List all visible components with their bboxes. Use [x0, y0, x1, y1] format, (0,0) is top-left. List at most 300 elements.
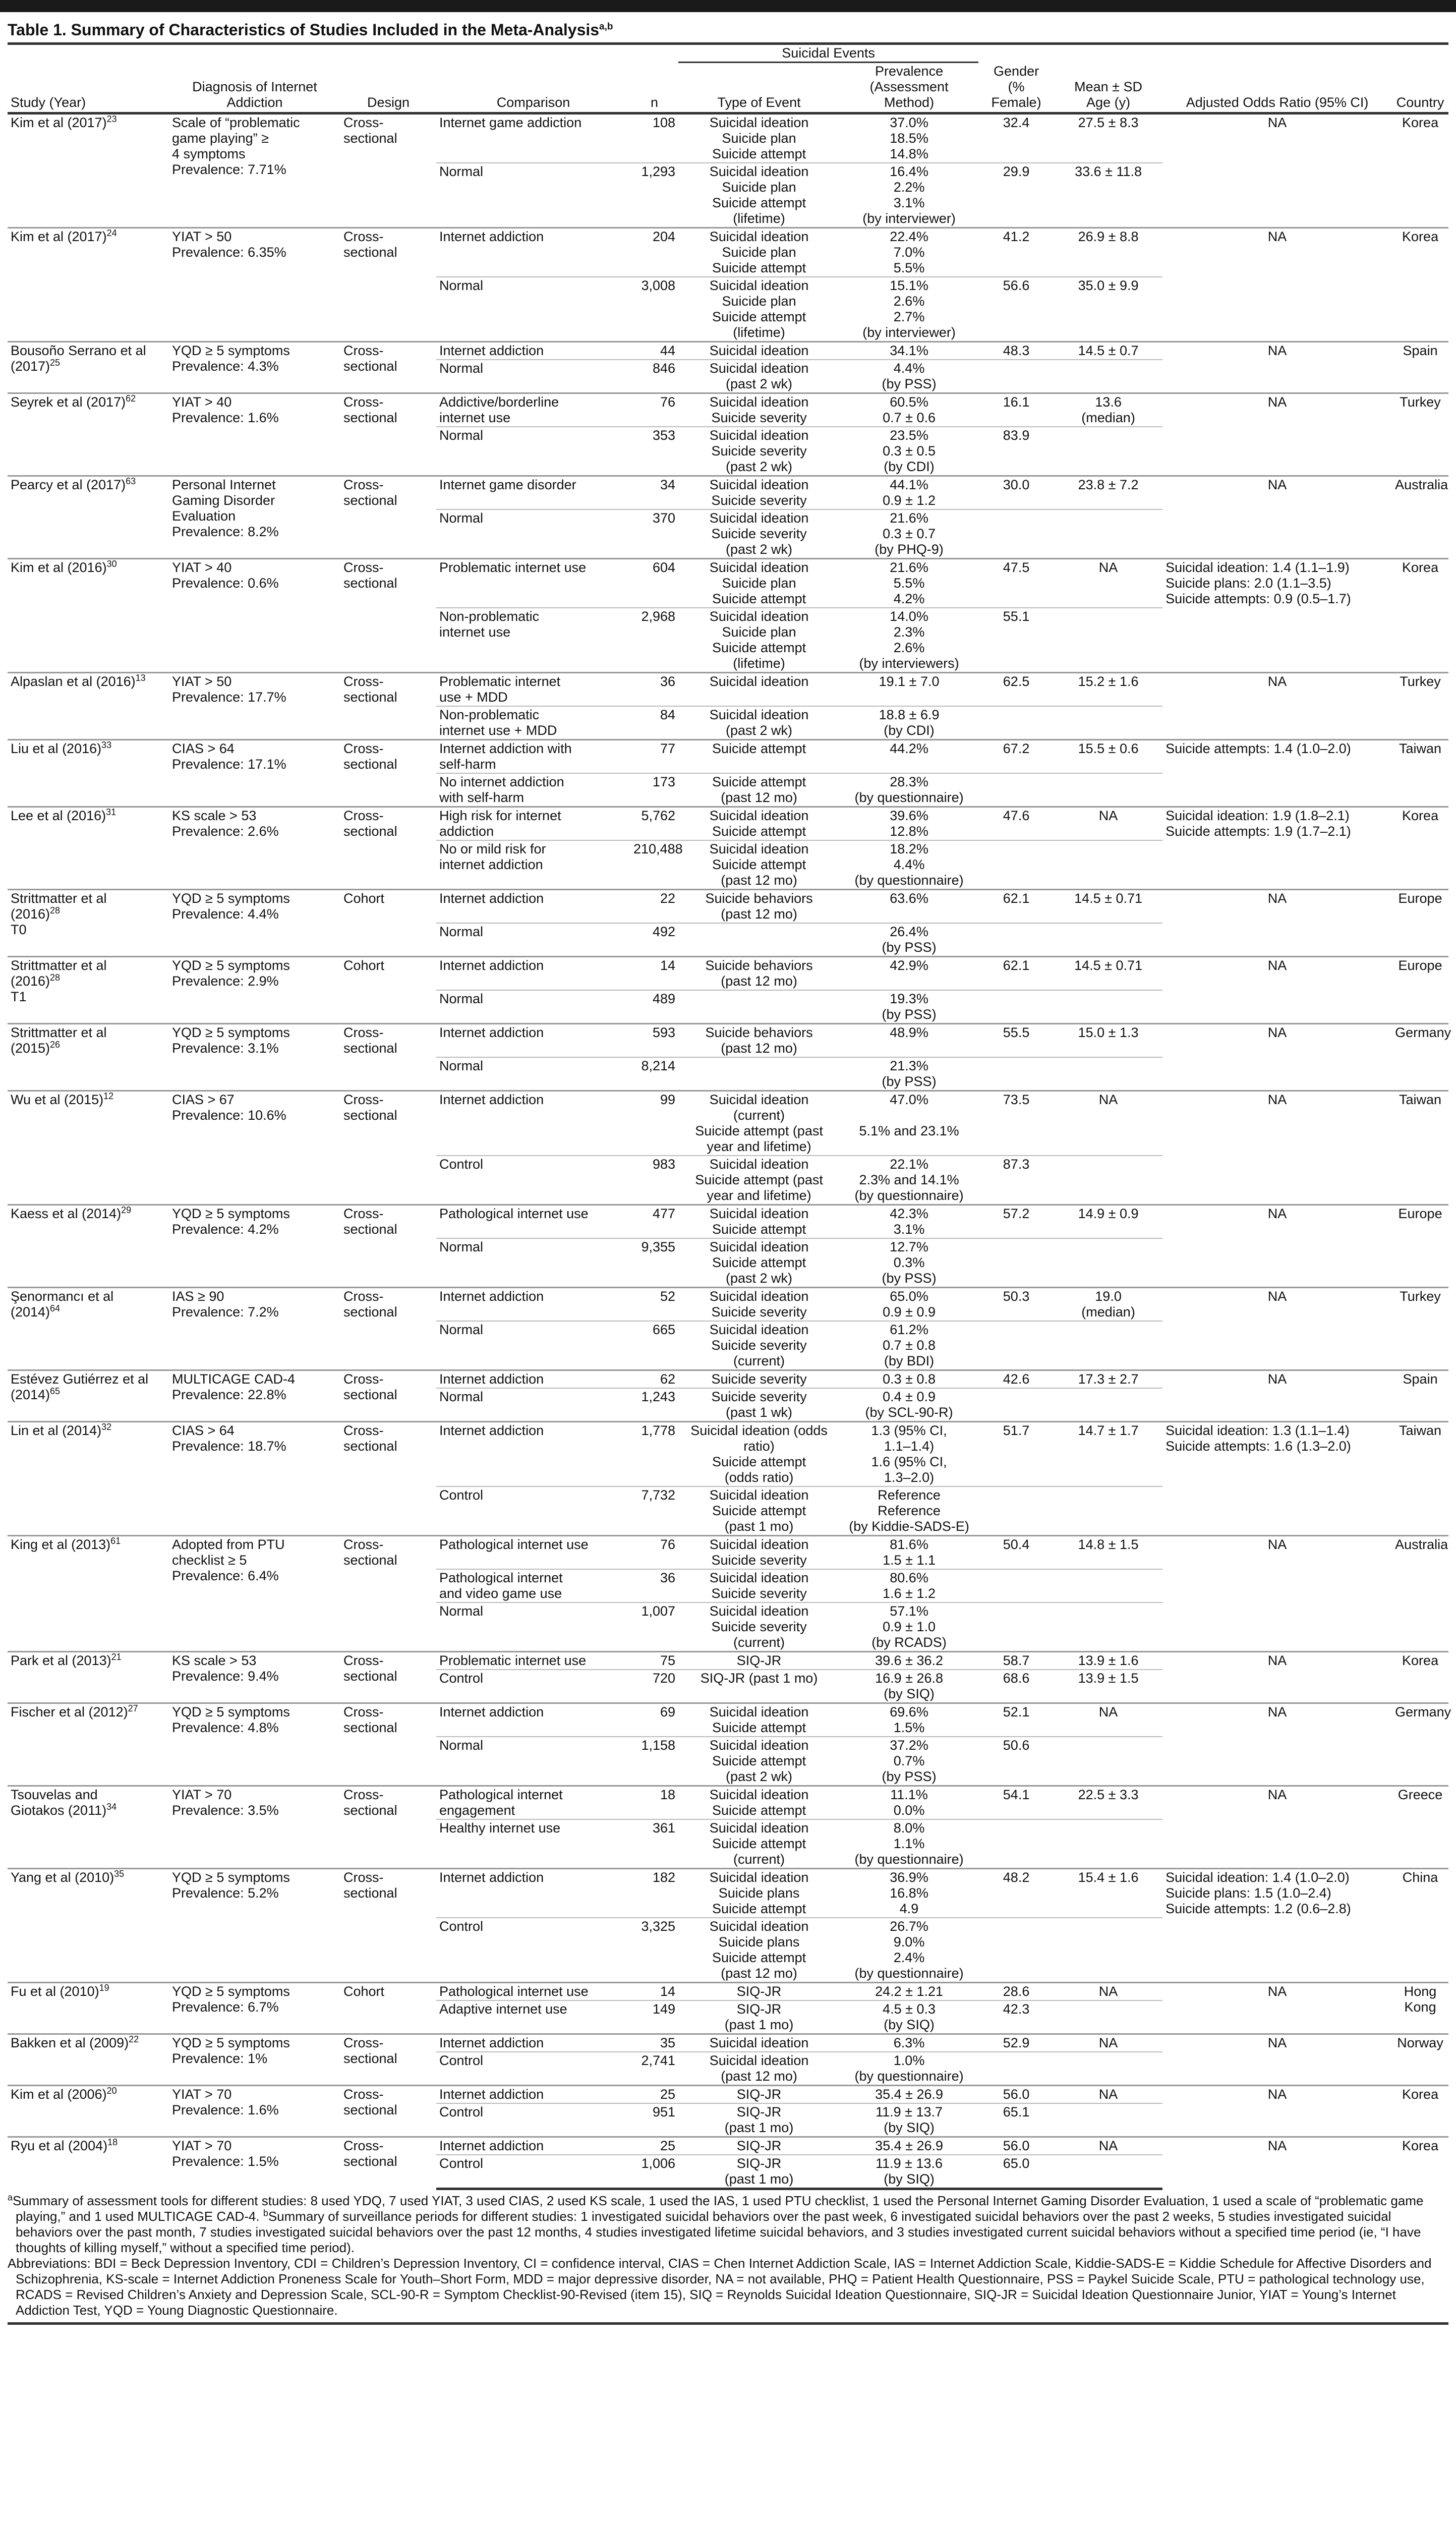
diagnosis-cell: CIAS > 67 Prevalence: 10.6% [169, 1091, 340, 1205]
study-cell [8, 1288, 169, 1370]
age-cell [1054, 1602, 1162, 1652]
gender-cell [978, 1057, 1054, 1091]
event-type-cell: SIQ-JR [678, 1652, 840, 1670]
event-type-cell: SIQ-JR (past 1 mo) [678, 2103, 840, 2137]
prevalence-cell: 28.3% (by questionnaire) [840, 773, 978, 807]
study-name: Bakken et al (2009) [11, 2035, 129, 2050]
comparison-cell: Normal [436, 360, 630, 393]
comparison-cell: Internet addiction [436, 1370, 630, 1389]
gender-cell: 56.6 [978, 277, 1054, 342]
gender-cell [978, 1388, 1054, 1422]
gender-cell [978, 1238, 1054, 1288]
n-cell: 210,488 [630, 840, 678, 890]
n-cell: 951 [630, 2103, 678, 2137]
gender-cell: 48.2 [978, 1869, 1054, 1918]
age-cell: NA [1054, 2137, 1162, 2155]
country-cell: Turkey [1392, 673, 1448, 740]
design-cell: Cross-sectional [340, 1024, 436, 1091]
gender-cell: 28.6 [978, 1983, 1054, 2001]
n-cell: 149 [630, 2000, 678, 2034]
reference-number: 13 [135, 673, 146, 683]
study-cell [8, 476, 169, 559]
prevalence-cell: 11.9 ± 13.6 (by SIQ) [840, 2155, 978, 2189]
comparison-cell: Internet addiction [436, 2034, 630, 2052]
study-cell [8, 1422, 169, 1536]
comparison-cell: Adaptive internet use [436, 2000, 630, 2034]
header-study: Study (Year) [8, 63, 169, 113]
comparison-cell: Control [436, 1918, 630, 1983]
study-cell [8, 2137, 169, 2189]
table-row [8, 1869, 1448, 1918]
reference-number: 32 [101, 1422, 112, 1432]
gender-cell [978, 990, 1054, 1024]
top-rule [0, 0, 1456, 12]
age-cell [1054, 509, 1162, 559]
prevalence-cell: 18.8 ± 6.9 (by CDI) [840, 706, 978, 740]
age-cell [1054, 990, 1162, 1024]
study-cell [8, 890, 169, 957]
study-name: Wu et al (2015) [11, 1092, 104, 1107]
age-cell: 15.0 ± 1.3 [1054, 1024, 1162, 1058]
table-body [8, 113, 1451, 2189]
age-cell [1054, 1486, 1162, 1536]
age-cell [1054, 1321, 1162, 1370]
event-type-cell: Suicidal ideation [678, 673, 840, 707]
country-cell: Korea [1392, 2086, 1448, 2137]
gender-cell: 47.5 [978, 559, 1054, 608]
table-row [8, 740, 1448, 774]
n-cell: 846 [630, 360, 678, 393]
table-row [8, 1024, 1448, 1058]
prevalence-cell: 16.9 ± 26.8 (by SIQ) [840, 1670, 978, 1703]
table-row [8, 113, 1448, 163]
country-cell: Turkey [1392, 1288, 1448, 1370]
study-name: Lee et al (2016) [11, 808, 106, 823]
event-type-cell: Suicidal ideation Suicide plan Suicide attempt (lifetime) [678, 163, 840, 228]
reference-number: 26 [50, 1040, 61, 1050]
gender-cell: 47.6 [978, 807, 1054, 841]
prevalence-cell: 21.3% (by PSS) [840, 1057, 978, 1091]
gender-cell [978, 706, 1054, 740]
prevalence-cell: 4.5 ± 0.3 (by SIQ) [840, 2000, 978, 2034]
comparison-cell: Normal [436, 427, 630, 476]
comparison-cell: Internet addiction [436, 957, 630, 991]
age-cell: 22.5 ± 3.3 [1054, 1786, 1162, 1820]
comparison-cell: Normal [436, 923, 630, 957]
adjusted-odds-ratio-cell: NA [1162, 2086, 1392, 2137]
event-type-cell: Suicidal ideation Suicide severity [678, 1288, 840, 1322]
reference-number: 24 [106, 228, 117, 238]
comparison-cell: Pathological internet use [436, 1536, 630, 1570]
adjusted-odds-ratio-cell: NA [1162, 1536, 1392, 1652]
design-cell: Cross-sectional [340, 2137, 436, 2189]
gender-cell [978, 1602, 1054, 1652]
table-row [8, 1422, 1448, 1487]
comparison-cell: Non-problematic internet use [436, 608, 630, 673]
study-name: Lin et al (2014) [11, 1423, 102, 1438]
design-cell: Cohort [340, 957, 436, 1024]
n-cell: 62 [630, 1370, 678, 1389]
adjusted-odds-ratio-cell: Suicide attempts: 1.4 (1.0–2.0) [1162, 740, 1392, 807]
design-cell: Cross-sectional [340, 1869, 436, 1983]
comparison-cell: Normal [436, 509, 630, 559]
event-type-cell: Suicidal ideation Suicide severity [678, 476, 840, 510]
gender-cell: 54.1 [978, 1786, 1054, 1820]
comparison-cell: Internet addiction [436, 1091, 630, 1156]
n-cell: 204 [630, 228, 678, 277]
n-cell: 3,325 [630, 1918, 678, 1983]
reference-number: 23 [106, 114, 117, 124]
age-cell [1054, 427, 1162, 476]
gender-cell: 65.0 [978, 2155, 1054, 2189]
age-cell: NA [1054, 559, 1162, 608]
comparison-cell: High risk for internet addiction [436, 807, 630, 841]
study-cell [8, 228, 169, 342]
design-cell: Cross-sectional [340, 2034, 436, 2086]
studies-table [8, 45, 1451, 2190]
gender-cell: 56.0 [978, 2137, 1054, 2155]
age-cell: 27.5 ± 8.3 [1078, 115, 1139, 130]
age-cell [1054, 1388, 1162, 1422]
study-name: Şenormancı et al (2014) [11, 1289, 114, 1320]
comparison-cell: Internet addiction [436, 890, 630, 924]
event-type-cell: Suicidal ideation Suicide severity (current) [678, 1321, 840, 1370]
n-cell: 99 [630, 1091, 678, 1156]
comparison-cell: Internet addiction [436, 1703, 630, 1737]
gender-cell [978, 1486, 1054, 1536]
prevalence-cell: 12.7% 0.3% (by PSS) [840, 1238, 978, 1288]
age-cell: 14.8 ± 1.5 [1054, 1536, 1162, 1570]
diagnosis-cell: CIAS > 64 Prevalence: 18.7% [169, 1422, 340, 1536]
comparison-cell: Normal [436, 1321, 630, 1370]
gender-cell [978, 1321, 1054, 1370]
reference-number: 31 [106, 807, 117, 817]
comparison-cell: Control [436, 2052, 630, 2086]
diagnosis-cell: Adopted from PTU checklist ≥ 5 Prevalence: 6.4% [169, 1536, 340, 1652]
age-cell: NA [1054, 2034, 1162, 2052]
diagnosis-cell: IAS ≥ 90 Prevalence: 7.2% [169, 1288, 340, 1370]
prevalence-cell: 1.0% (by questionnaire) [840, 2052, 978, 2086]
diagnosis-cell: YQD ≥ 5 symptoms Prevalence: 4.3% [169, 342, 340, 393]
age-cell: NA [1054, 1091, 1162, 1156]
event-type-cell: Suicidal ideation Suicide plan Suicide attempt (lifetime) [678, 608, 840, 673]
age-cell: 14.7 ± 1.7 [1054, 1422, 1162, 1487]
event-type-cell: Suicide behaviors (past 12 mo) [678, 957, 840, 991]
country-cell: Norway [1392, 2034, 1448, 2086]
design-cell: Cross-sectional [340, 1091, 436, 1205]
gender-cell: 50.3 [978, 1288, 1054, 1322]
reference-number: 20 [106, 2086, 117, 2096]
diagnosis-cell: YIAT > 40 Prevalence: 1.6% [169, 393, 340, 476]
prevalence-cell: 36.9% 16.8% 4.9 [840, 1869, 978, 1918]
study-cell [8, 1703, 169, 1786]
age-cell [1054, 608, 1162, 673]
n-cell: 983 [630, 1156, 678, 1205]
table-row [8, 1370, 1448, 1389]
n-cell: 44 [630, 342, 678, 360]
gender-cell: 29.9 [978, 163, 1054, 228]
n-cell: 18 [630, 1786, 678, 1820]
event-type-cell: Suicidal ideation Suicide attempt (past year and lifetime) [678, 1156, 840, 1205]
reference-number: 18 [107, 2137, 118, 2147]
comparison-cell: Pathological internet use [436, 1983, 630, 2001]
table-row [8, 673, 1448, 707]
prevalence-cell: Reference Reference (by Kiddie-SADS-E) [840, 1486, 978, 1536]
comparison-cell: Healthy internet use [436, 1819, 630, 1869]
design-cell: Cross-sectional [340, 2086, 436, 2137]
country-cell: Europe [1392, 957, 1448, 1024]
n-cell: 1,006 [630, 2155, 678, 2189]
study-cell [8, 1786, 169, 1869]
gender-cell: 56.0 [978, 2086, 1054, 2104]
prevalence-cell: 42.9% [840, 957, 978, 991]
gender-cell: 51.7 [978, 1422, 1054, 1487]
comparison-cell: Internet addiction [436, 1869, 630, 1918]
event-type-cell: Suicidal ideation Suicide severity (past 2 wk) [678, 427, 840, 476]
country-cell: Europe [1392, 1205, 1448, 1288]
country-cell: Australia [1392, 476, 1448, 559]
event-type-cell: Suicidal ideation Suicide severity [678, 1536, 840, 1570]
event-type-cell: SIQ-JR (past 1 mo) [678, 2155, 840, 2189]
table-row [8, 228, 1448, 277]
header-suicidal-events: Suicidal Events [678, 45, 978, 63]
prevalence-cell: 57.1% 0.9 ± 1.0 (by RCADS) [840, 1602, 978, 1652]
adjusted-odds-ratio-cell: NA [1162, 1703, 1392, 1786]
study-name: Fu et al (2010) [11, 1984, 99, 1999]
study-name: Bousoño Serrano et al (2017) [11, 343, 146, 374]
prevalence-cell: 0.3 ± 0.8 [840, 1370, 978, 1389]
n-cell: 14 [630, 1983, 678, 2001]
comparison-cell: Normal [436, 1238, 630, 1288]
adjusted-odds-ratio-cell: Suicidal ideation: 1.3 (1.1–1.4) Suicide attempts: 1.6 (1.3–2.0) [1162, 1422, 1392, 1536]
footnote-ab [8, 2193, 1448, 2256]
event-type-cell [678, 990, 840, 1024]
study-name: Strittmatter et al (2016) [11, 891, 107, 922]
study-name: Kim et al (2017) [11, 115, 107, 130]
gender-cell: 52.1 [978, 1703, 1054, 1737]
prevalence-cell: 8.0% 1.1% (by questionnaire) [840, 1819, 978, 1869]
prevalence-cell: 19.1 ± 7.0 [840, 673, 978, 707]
event-type-cell: Suicidal ideation Suicide plans Suicide attempt (past 12 mo) [678, 1918, 840, 1983]
country-cell: Australia [1392, 1536, 1448, 1652]
study-cell [8, 559, 169, 673]
age-cell: 14.5 ± 0.71 [1054, 957, 1162, 991]
n-cell: 22 [630, 890, 678, 924]
event-type-cell: SIQ-JR [678, 2137, 840, 2155]
comparison-cell: Pathological internet and video game use [436, 1569, 630, 1602]
comparison-cell: Internet addiction [436, 342, 630, 360]
country-cell: Spain [1392, 342, 1448, 393]
diagnosis-cell: YQD ≥ 5 symptoms Prevalence: 2.9% [169, 957, 340, 1024]
reference-number: 64 [50, 1303, 61, 1313]
country-cell: Germany [1392, 1703, 1448, 1786]
reference-number: 12 [103, 1091, 114, 1101]
comparison-cell: Control [436, 2103, 630, 2137]
age-cell: 13.9 ± 1.6 [1054, 1652, 1162, 1670]
study-cell [8, 1024, 169, 1091]
comparison-cell: Internet game disorder [436, 476, 630, 510]
diagnosis-cell: KS scale > 53 Prevalence: 2.6% [169, 807, 340, 890]
gender-cell [978, 1569, 1054, 1602]
comparison-cell: No internet addiction with self-harm [436, 773, 630, 807]
gender-cell: 58.7 [978, 1652, 1054, 1670]
study-name: Strittmatter et al (2015) [11, 1025, 107, 1056]
gender-cell: 41.2 [978, 228, 1054, 277]
gender-cell: 42.6 [978, 1370, 1054, 1389]
diagnosis-cell: YQD ≥ 5 symptoms Prevalence: 3.1% [169, 1024, 340, 1091]
table-row [8, 1983, 1448, 2001]
table-row [8, 2086, 1448, 2104]
diagnosis-cell: YQD ≥ 5 symptoms Prevalence: 4.2% [169, 1205, 340, 1288]
prevalence-cell: 18.2% 4.4% (by questionnaire) [840, 840, 978, 890]
adjusted-odds-ratio-cell: Suicidal ideation: 1.4 (1.0–2.0) Suicide plans: 1.5 (1.0–2.4) Suicide attempts: 1.2 (0.6–2.8) [1162, 1869, 1392, 1983]
prevalence-cell: 44.1% 0.9 ± 1.2 [840, 476, 978, 510]
age-cell: 15.5 ± 0.6 [1054, 740, 1162, 774]
age-cell [1054, 360, 1162, 393]
study-name: Park et al (2013) [11, 1653, 111, 1668]
comparison-cell: Normal [436, 163, 630, 228]
country-cell: Korea [1392, 1652, 1448, 1703]
adjusted-odds-ratio-cell: NA [1162, 1288, 1392, 1370]
adjusted-odds-ratio-cell: NA [1162, 890, 1392, 957]
n-cell: 370 [630, 509, 678, 559]
prevalence-cell: 26.4% (by PSS) [840, 923, 978, 957]
country-cell: Korea [1392, 559, 1448, 673]
country-cell: Korea [1392, 2137, 1448, 2189]
design-cell: Cross-sectional [340, 807, 436, 890]
prevalence-cell: 35.4 ± 26.9 [840, 2086, 978, 2104]
age-cell: 23.8 ± 7.2 [1054, 476, 1162, 510]
age-cell [1054, 1569, 1162, 1602]
adjusted-odds-ratio-cell: NA [1162, 1091, 1392, 1205]
n-cell: 3,008 [630, 277, 678, 342]
prevalence-cell: 23.5% 0.3 ± 0.5 (by CDI) [840, 427, 978, 476]
header-age: Mean ± SD Age (y) [1054, 63, 1162, 113]
comparison-cell: Pathological internet engagement [436, 1786, 630, 1820]
design-cell: Cross-sectional [340, 1786, 436, 1869]
diagnosis-cell: YQD ≥ 5 symptoms Prevalence: 5.2% [169, 1869, 340, 1983]
event-type-cell: Suicidal ideation (past 12 mo) [678, 2052, 840, 2086]
gender-cell: 68.6 [978, 1670, 1054, 1703]
n-cell: 1,778 [630, 1422, 678, 1487]
event-type-cell: Suicide behaviors (past 12 mo) [678, 1024, 840, 1058]
event-type-cell: SIQ-JR (past 1 mo) [678, 2000, 840, 2034]
adjusted-odds-ratio-cell: NA [1162, 2137, 1392, 2189]
prevalence-cell: 0.4 ± 0.9 (by SCL-90-R) [840, 1388, 978, 1422]
event-type-cell [678, 1057, 840, 1091]
n-cell: 25 [630, 2137, 678, 2155]
design-cell: Cross-sectional [340, 393, 436, 476]
study-name: Kim et al (2017) [11, 229, 107, 244]
reference-number: 21 [111, 1652, 122, 1662]
design-cell: Cross-sectional [340, 1422, 436, 1536]
prevalence-cell: 16.4% 2.2% 3.1% (by interviewer) [840, 163, 978, 228]
country-cell: Korea [1392, 228, 1448, 342]
age-cell [1054, 840, 1162, 890]
study-name: Kim et al (2016) [11, 560, 107, 575]
event-type-cell: Suicidal ideation [678, 2034, 840, 2052]
n-cell: 173 [630, 773, 678, 807]
design-cell: Cross-sectional [340, 673, 436, 740]
study-name: Liu et al (2016) [11, 741, 102, 756]
gender-cell: 62.1 [978, 890, 1054, 924]
event-type-cell: Suicide attempt (past 12 mo) [678, 773, 840, 807]
gender-cell [978, 1918, 1054, 1983]
event-type-cell: SIQ-JR (past 1 mo) [678, 1670, 840, 1703]
diagnosis-cell: Scale of “problematic game playing” ≥ 4 symptoms Prevalence: 7.71% [172, 115, 300, 177]
age-cell [1054, 1057, 1162, 1091]
comparison-cell: Internet addiction [436, 1024, 630, 1058]
table-row [8, 1288, 1448, 1322]
age-cell [1054, 706, 1162, 740]
n-cell: 7,732 [630, 1486, 678, 1536]
comparison-cell: Normal [436, 277, 630, 342]
study-cell [8, 1205, 169, 1288]
study-name: Fischer et al (2012) [11, 1704, 128, 1719]
prevalence-cell: 37.2% 0.7% (by PSS) [840, 1737, 978, 1786]
table-row [8, 342, 1448, 360]
gender-cell: 65.1 [978, 2103, 1054, 2137]
adjusted-odds-ratio-cell: NA [1162, 1983, 1392, 2034]
n-cell: 5,762 [630, 807, 678, 841]
age-cell: 13.6 (median) [1054, 393, 1162, 427]
study-cell [8, 1370, 169, 1422]
study-name: Estévez Gutiérrez et al (2014) [11, 1371, 149, 1402]
design-cell: Cross-sectional [340, 1652, 436, 1703]
event-type-cell: Suicidal ideation Suicide severity [678, 1569, 840, 1602]
diagnosis-cell: MULTICAGE CAD-4 Prevalence: 22.8% [169, 1370, 340, 1422]
n-cell: 76 [630, 1536, 678, 1570]
comparison-cell: Control [436, 1486, 630, 1536]
comparison-cell: No or mild risk for internet addiction [436, 840, 630, 890]
gender-cell [978, 2052, 1054, 2086]
comparison-cell: Internet addiction [436, 228, 630, 277]
event-type-cell: Suicidal ideation (current) Suicide attempt (past year and lifetime) [678, 1091, 840, 1156]
prevalence-cell: 22.1% 2.3% and 14.1% (by questionnaire) [840, 1156, 978, 1205]
comparison-cell: Control [436, 2155, 630, 2189]
diagnosis-cell: YQD ≥ 5 symptoms Prevalence: 6.7% [169, 1983, 340, 2034]
header-prevalence: Prevalence (Assessment Method) [840, 63, 978, 113]
n-cell: 492 [630, 923, 678, 957]
study-cell [8, 2034, 169, 2086]
table-row [8, 1786, 1448, 1820]
diagnosis-cell: KS scale > 53 Prevalence: 9.4% [169, 1652, 340, 1703]
prevalence-cell: 34.1% [840, 342, 978, 360]
table-header [8, 45, 1448, 113]
adjusted-odds-ratio-cell: NA [1162, 342, 1392, 393]
event-type-cell: Suicidal ideation Suicide severity [678, 393, 840, 427]
n-cell: 182 [630, 1869, 678, 1918]
country-cell: Taiwan [1392, 1422, 1448, 1536]
diagnosis-cell: CIAS > 64 Prevalence: 17.1% [169, 740, 340, 807]
table-row [8, 2137, 1448, 2155]
study-cell [8, 1869, 169, 1983]
event-type-cell: Suicidal ideation Suicide plan Suicide attempt [709, 115, 809, 161]
diagnosis-cell: YIAT > 70 Prevalence: 3.5% [169, 1786, 340, 1869]
table-row [8, 807, 1448, 841]
event-type-cell: SIQ-JR [678, 1983, 840, 2001]
design-cell: Cohort [340, 890, 436, 957]
timepoint-label: T0 [11, 922, 27, 937]
prevalence-cell: 39.6 ± 36.2 [840, 1652, 978, 1670]
table-row [8, 393, 1448, 427]
diagnosis-cell: YQD ≥ 5 symptoms Prevalence: 4.8% [169, 1703, 340, 1786]
study-cell [8, 2086, 169, 2137]
design-cell: Cross-sectional [340, 1288, 436, 1370]
age-cell [1054, 1238, 1162, 1288]
gender-cell [978, 923, 1054, 957]
country-cell: Taiwan [1392, 1091, 1448, 1205]
